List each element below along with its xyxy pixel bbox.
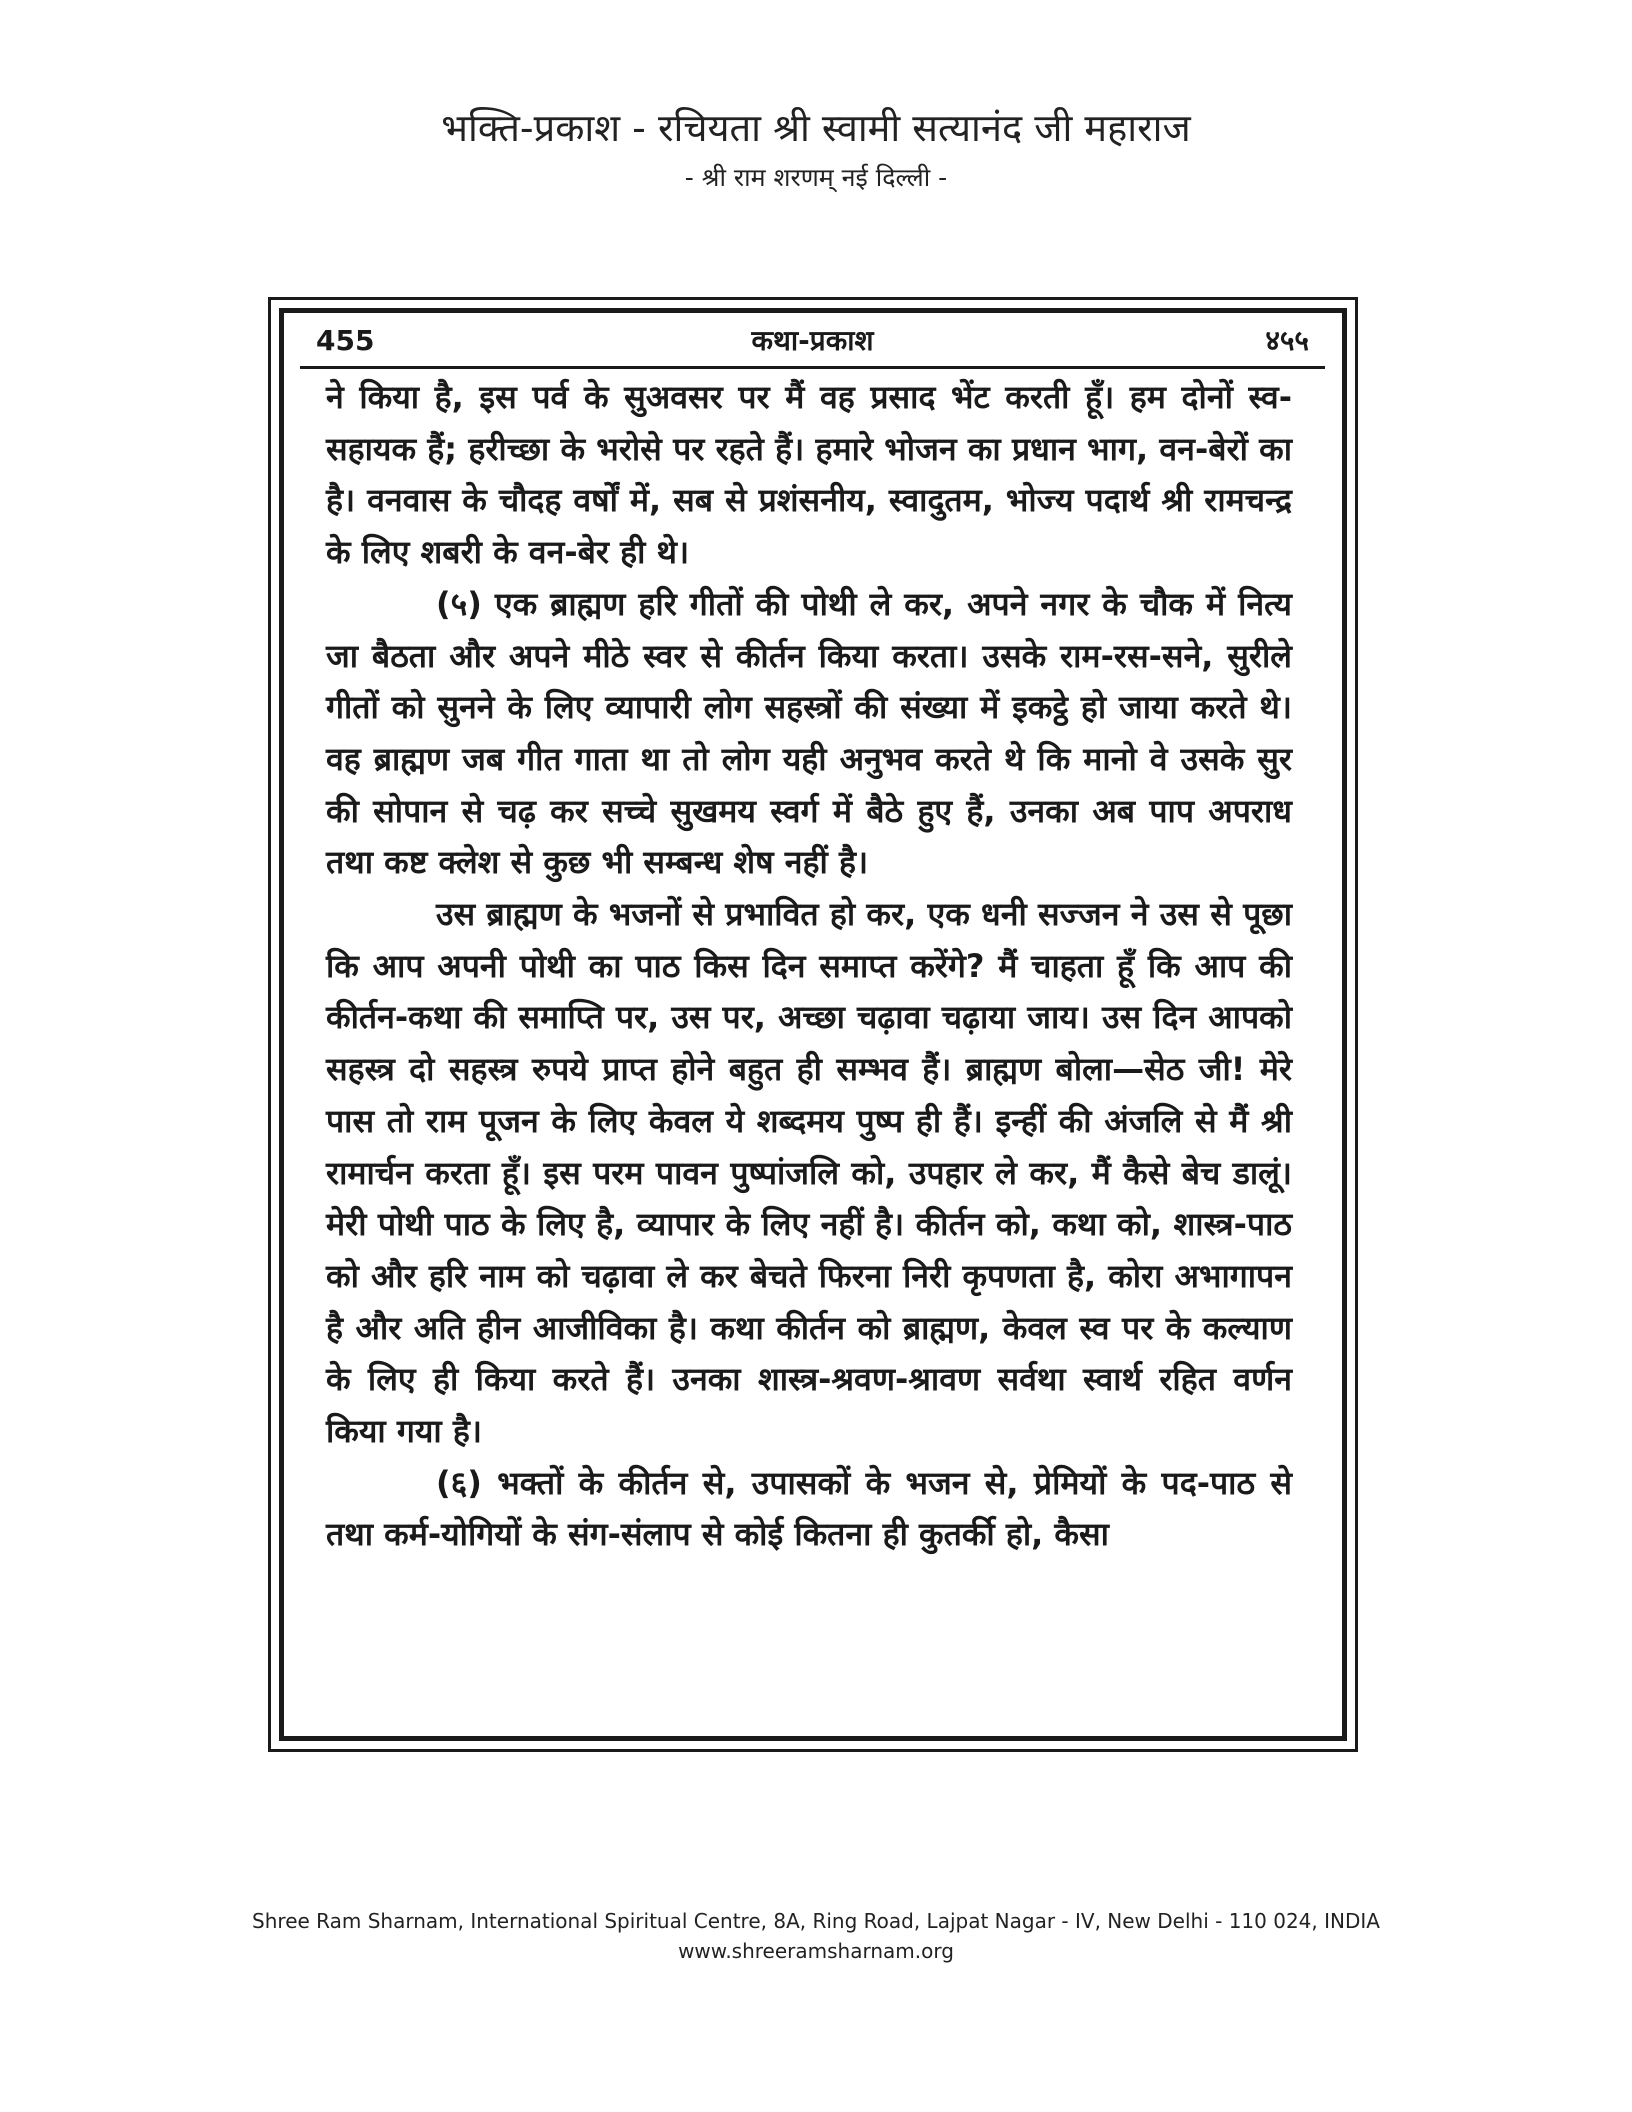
page-number-hindi: ४५५ bbox=[1265, 324, 1309, 357]
paragraph: (५) एक ब्राह्मण हरि गीतों की पोथी ले कर, अपने नगर के चौक में नित्य जा बैठता और अपने मीठे स्वर से कीर्तन किया करता। उसके राम-रस-सने, सुरीले गीतों को सुनने के लिए व्यापारी लोग सहस्त्रों की संख्या में इकट्ठे हो जाया करते थे। वह ब्राह्मण जब गीत गाता था तो लोग यही अनुभव करते थे कि मानो वे उसके सुर की सोपान से चढ़ कर सच्चे सुखमय स्वर्ग में बैठे हुए हैं, उनका अब पाप अपराध तथा कष्ट क्लेश से कुछ भी सम्बन्ध शेष नहीं है। bbox=[326, 584, 1292, 882]
body-text bbox=[326, 372, 1292, 1561]
paragraph: (६) भक्तों के कीर्तन से, उपासकों के भजन से, प्रेमियों के पद-पाठ से तथा कर्म-योगियों के संग-संलाप से कोई कितना ही कुतर्की हो, कैसा bbox=[326, 1463, 1292, 1554]
header-divider bbox=[300, 366, 1325, 369]
paragraph: उस ब्राह्मण के भजनों से प्रभावित हो कर, एक धनी सज्जन ने उस से पूछा कि आप अपनी पोथी का पाठ किस दिन समाप्त करेंगे? मैं चाहता हूँ कि आप की कीर्तन-कथा की समाप्ति पर, उस पर, अच्छा चढ़ावा चढ़ाया जाय। उस दिन आपको सहस्त्र दो सहस्त्र रुपये प्राप्त होने बहुत ही सम्भव हैं। ब्राह्मण बोला—सेठ जी! मेरे पास तो राम पूजन के लिए केवल ये शब्दमय पुष्प ही हैं। इन्हीं की अंजलि से मैं श्री रामार्चन करता हूँ। इस परम पावन पुष्पांजलि को, उपहार ले कर, मैं कैसे बेच डालूं। मेरी पोथी पाठ के लिए है, व्यापार के लिए नहीं है। कीर्तन को, कथा को, शास्त्र-पाठ को और हरि नाम को चढ़ावा ले कर बेचते फिरना निरी कृपणता है, कोरा अभागापन है और अति हीन आजीविका है। कथा कीर्तन को ब्राह्मण, केवल स्व पर के कल्याण के लिए ही किया करते हैं। उनका शास्त्र-श्रवण-श्रावण सर्वथा स्वार्थ रहित वर्णन किया गया है। bbox=[326, 895, 1292, 1451]
book-title: भक्ति-प्रकाश - रचियता श्री स्वामी सत्यानंद जी महाराज bbox=[441, 106, 1191, 150]
document-header bbox=[0, 100, 1632, 198]
paragraph: ने किया है, इस पर्व के सुअवसर पर मैं वह प्रसाद भेंट करती हूँ। हम दोनों स्व-सहायक हैं; हरीच्छा के भरोसे पर रहते हैं। हमारे भोजन का प्रधान भाग, वन-बेरों का है। वनवास के चौदह वर्षों में, सब से प्रशंसनीय, स्वादुतम, भोज्य पदार्थ श्री रामचन्द्र के लिए शबरी के वन-बेर ही थे। bbox=[326, 378, 1292, 572]
document-footer bbox=[0, 1906, 1632, 1966]
page-number: 455 bbox=[316, 324, 375, 357]
book-subtitle: - श्री राम शरणम् नई दिल्ली - bbox=[684, 163, 948, 192]
footer-address: Shree Ram Sharnam, International Spiritual Centre, 8A, Ring Road, Lajpat Nagar - IV, New Delhi - 110 024, INDIA bbox=[252, 1909, 1380, 1933]
footer-website: www.shreeramsharnam.org bbox=[678, 1939, 954, 1963]
page-running-header bbox=[300, 320, 1325, 362]
section-title: कथा-प्रकाश bbox=[751, 324, 874, 357]
